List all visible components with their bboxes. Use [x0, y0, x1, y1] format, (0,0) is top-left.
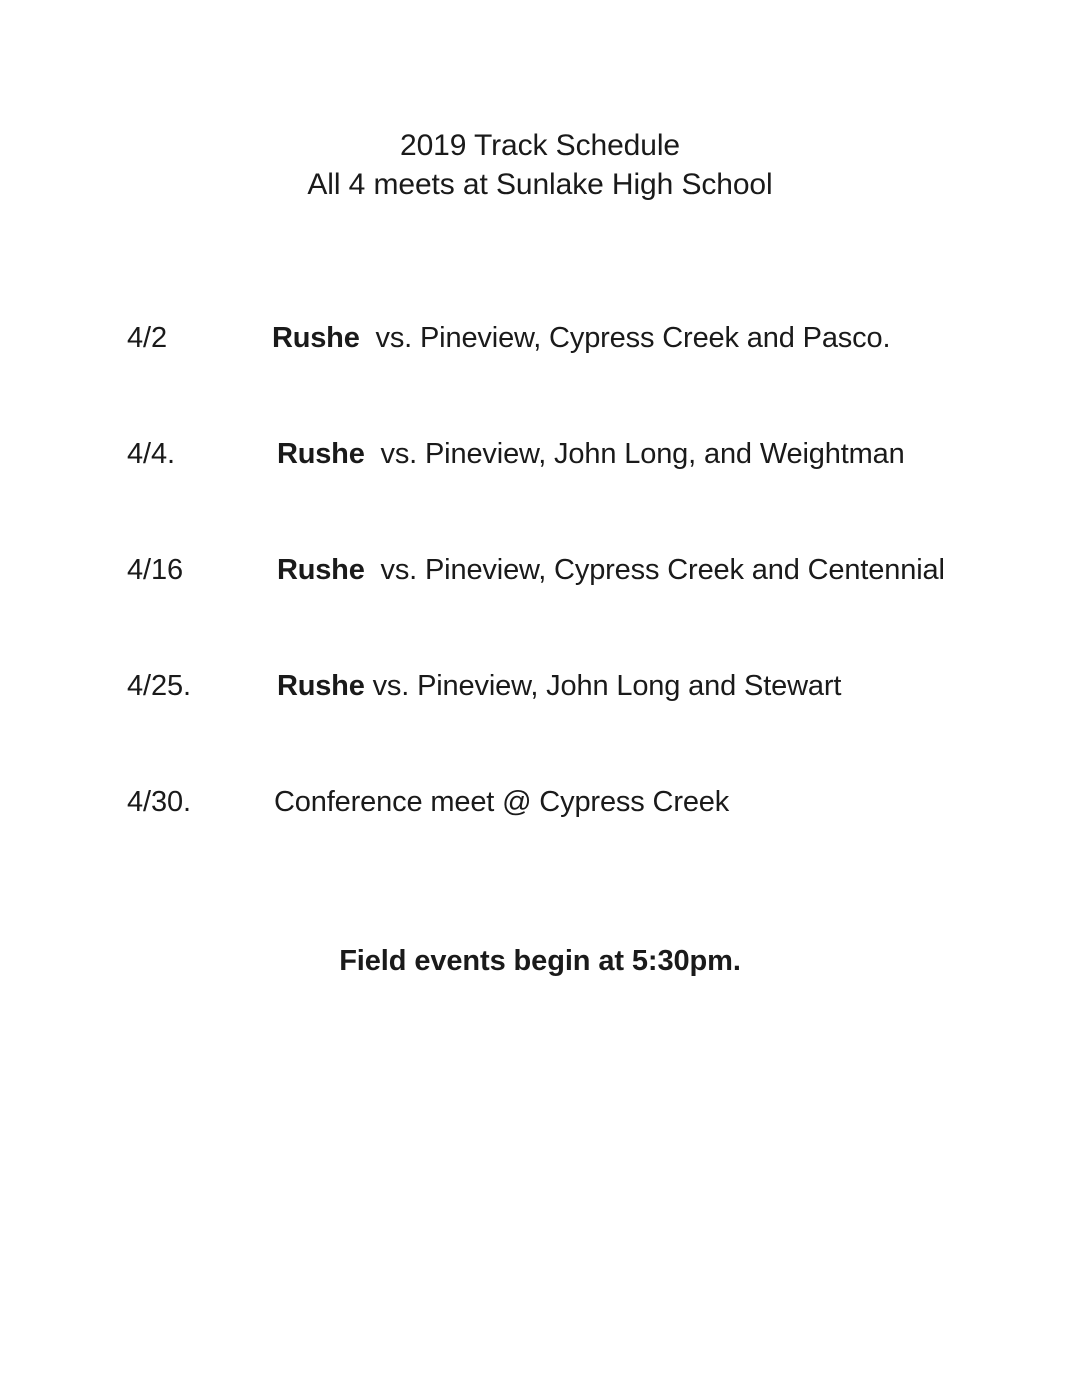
schedule-row-body	[277, 434, 905, 474]
schedule-row-date: 4/4.	[127, 438, 175, 470]
schedule-row-body	[272, 318, 890, 358]
schedule-row-date: 4/25.	[127, 670, 191, 702]
schedule-row-team: Rushe	[277, 670, 365, 702]
schedule-row-opponents: vs. Pineview, John Long, and Weightman	[380, 438, 905, 470]
schedule-row	[0, 318, 1080, 434]
schedule-row	[0, 666, 1080, 782]
schedule-row-body	[274, 782, 729, 822]
schedule-list	[0, 318, 1080, 898]
schedule-row-opponents: Conference meet @ Cypress Creek	[274, 786, 730, 818]
schedule-row-body	[277, 550, 945, 590]
schedule-row-team: Rushe	[277, 554, 365, 586]
schedule-row-date: 4/2	[127, 322, 168, 354]
document-title-block	[0, 126, 1080, 204]
schedule-row-separator	[365, 670, 373, 702]
schedule-row	[0, 434, 1080, 550]
schedule-row	[0, 782, 1080, 898]
schedule-row-separator	[365, 554, 381, 586]
schedule-row-team: Rushe	[272, 322, 360, 354]
document-title-line-1: 2019 Track Schedule	[400, 129, 680, 162]
schedule-row-date: 4/16	[127, 554, 184, 586]
field-events-note: Field events begin at 5:30pm.	[339, 945, 741, 977]
schedule-row-separator	[365, 438, 381, 470]
schedule-row-body	[277, 666, 841, 706]
schedule-row-opponents: vs. Pineview, John Long and Stewart	[372, 670, 842, 702]
schedule-row-opponents: vs. Pineview, Cypress Creek and Centennial	[380, 554, 945, 586]
document-title-line-2: All 4 meets at Sunlake High School	[307, 168, 773, 201]
schedule-row-separator	[360, 322, 376, 354]
schedule-row	[0, 550, 1080, 666]
schedule-row-opponents: vs. Pineview, Cypress Creek and Pasco.	[375, 322, 891, 354]
schedule-row-team: Rushe	[277, 438, 365, 470]
schedule-row-date: 4/30.	[127, 786, 191, 818]
